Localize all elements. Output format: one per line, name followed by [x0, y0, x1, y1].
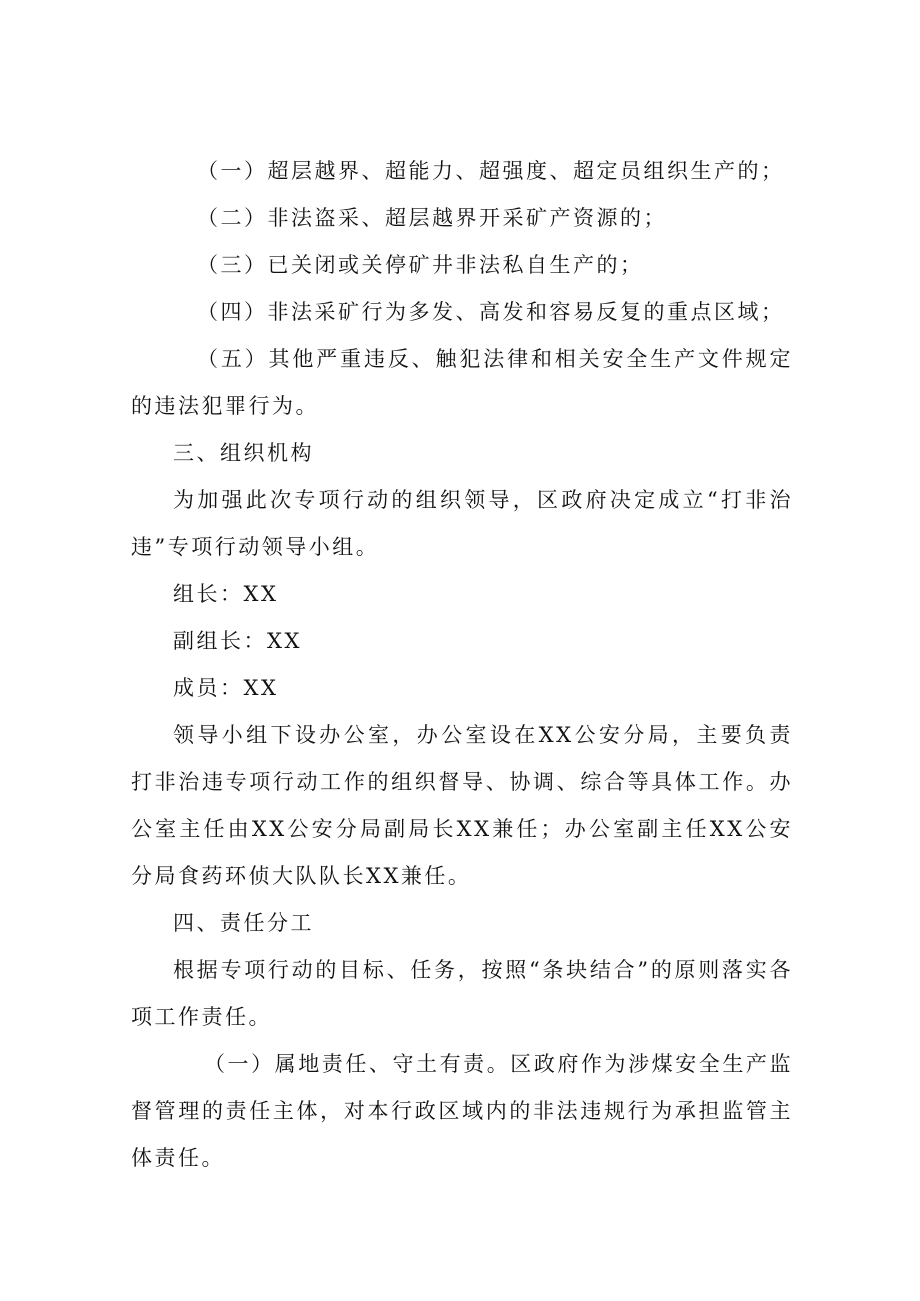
list-item: （五）其他严重违反、触犯法律和相关安全生产文件规定的违法犯罪行为。	[131, 347, 793, 418]
deputy-leader-line: 副组长：XX	[173, 629, 302, 653]
document-page	[131, 148, 793, 1182]
list-item: （一）超层越界、超能力、超强度、超定员组织生产的；	[197, 159, 785, 183]
list-item: （二）非法盗采、超层越界开采矿产资源的；	[197, 206, 667, 230]
section-intro-responsibility: 根据专项行动的目标、任务，按照“条块结合”的原则落实各项工作责任。	[131, 958, 793, 1029]
responsibility-item: （一）属地责任、守土有责。区政府作为涉煤安全生产监督管理的责任主体，对本行政区域内的非法违规行为承担监管主体责任。	[131, 1052, 793, 1170]
list-item: （四）非法采矿行为多发、高发和容易反复的重点区域；	[197, 300, 785, 324]
office-description: 领导小组下设办公室，办公室设在XX公安分局，主要负责打非治违专项行动工作的组织督导、协调、综合等具体工作。办公室主任由XX公安分局副局长XX兼任；办公室副主任XX公安分局食药环侦大队队长XX兼任。	[131, 723, 793, 888]
members-line: 成员：XX	[173, 676, 279, 700]
list-item: （三）已关闭或关停矿井非法私自生产的；	[197, 253, 644, 277]
leader-line: 组长：XX	[173, 582, 279, 606]
section-heading-organization: 三、组织机构	[173, 441, 314, 465]
section-intro-organization: 为加强此次专项行动的组织领导，区政府决定成立“打非治违”专项行动领导小组。	[131, 488, 793, 559]
section-heading-responsibility: 四、责任分工	[173, 911, 314, 935]
